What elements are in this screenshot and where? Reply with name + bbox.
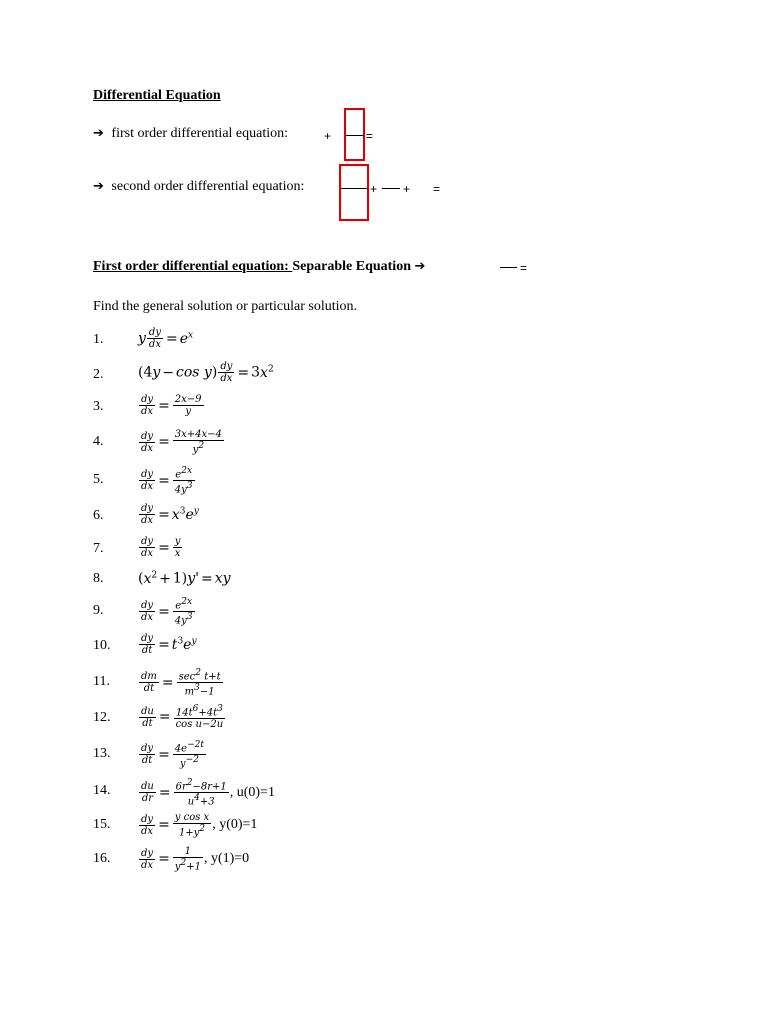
highlight-box bbox=[344, 108, 365, 161]
initial-condition: y(0)=1 bbox=[219, 817, 258, 833]
section-heading bbox=[93, 259, 429, 275]
fraction-bar bbox=[382, 188, 400, 189]
first-order-plus: + bbox=[324, 129, 332, 143]
fraction-bar bbox=[500, 267, 517, 268]
first-order-label: first order differential equation: bbox=[111, 126, 289, 141]
second-order-plus-1: + bbox=[370, 182, 378, 196]
equation: $\frac{du}{dt}$ = $\frac{14t^6+4t^3}{\text{cos u−2u}}$ bbox=[141, 704, 224, 731]
equation: $\frac{dy}{dx}$ = $\frac{\text{y cos x}}{1+y^2}$ , y(0)=1 bbox=[141, 812, 258, 839]
instruction-text: Find the general solution or particular solution. bbox=[93, 299, 358, 314]
problem-number: 9. bbox=[93, 603, 104, 618]
equation: $\frac{dy}{dx}$ = $\frac{e^{2x}}{4y^3}$ bbox=[141, 466, 193, 496]
problem-number: 10. bbox=[93, 638, 111, 653]
arrow-icon: ➔ bbox=[93, 179, 104, 194]
first-order-equals: = bbox=[366, 129, 374, 143]
problem-number: 14. bbox=[93, 783, 111, 798]
equation: y $\frac{dy}{dx}$ = $e^x$ bbox=[138, 327, 194, 350]
arrow-icon: ➔ bbox=[93, 126, 104, 141]
second-order-equals: = bbox=[433, 182, 441, 196]
section-heading-underlined: First order differential equation: bbox=[93, 259, 293, 274]
problem-number: 12. bbox=[93, 710, 111, 725]
equation: $(x^2 + 1)y'$ = xy bbox=[138, 570, 231, 587]
equation: $\frac{dy}{dx}$ = $\frac{2x-9}{y}$ bbox=[141, 394, 202, 417]
page-title: Differential Equation bbox=[93, 88, 221, 103]
problem-number: 11. bbox=[93, 674, 110, 689]
equation: $\frac{dy}{dx}$ = $\frac{1}{y^2+1}$ , y(1)=0 bbox=[141, 846, 250, 873]
problem-number: 13. bbox=[93, 746, 111, 761]
equation: $\frac{dm}{dt}$ = $\frac{\sec^2 t+t}{m^3-1}$ bbox=[141, 668, 221, 698]
problem-number: 2. bbox=[93, 367, 104, 382]
equation: (4y − cos y) $\frac{dy}{dx}$ = $3x^2$ bbox=[138, 361, 274, 384]
highlight-box bbox=[339, 164, 369, 221]
equation: $\frac{dy}{dt}$ = $t^3e^y$ bbox=[141, 633, 197, 656]
section-heading-rest: Separable Equation bbox=[292, 259, 411, 274]
problem-number: 15. bbox=[93, 817, 111, 832]
equation: $\frac{dy}{dx}$ = $\frac{3x+4x-4}{y^2}$ bbox=[141, 429, 222, 456]
equation: $\frac{du}{dr}$ = $\frac{6r^2-8r+1}{u^4+3}$ , u(0)=1 bbox=[141, 778, 275, 808]
problem-number: 4. bbox=[93, 434, 104, 449]
initial-condition: u(0)=1 bbox=[236, 784, 275, 800]
problem-number: 8. bbox=[93, 571, 104, 586]
equation: $\frac{dy}{dt}$ = $\frac{4e^{-2t}}{y^{-2}}$ bbox=[141, 740, 204, 770]
problem-number: 5. bbox=[93, 472, 104, 487]
arrow-icon: ➔ bbox=[414, 259, 426, 274]
first-order-line bbox=[93, 126, 288, 142]
equation: $\frac{dy}{dx}$ = $\frac{e^{2x}}{4y^3}$ bbox=[141, 597, 193, 627]
equation: $\frac{dy}{dx}$ = $x^3e^y$ bbox=[141, 503, 199, 526]
problem-number: 16. bbox=[93, 851, 111, 866]
section-equals: = bbox=[520, 261, 528, 275]
problem-number: 1. bbox=[93, 332, 104, 347]
second-order-line bbox=[93, 179, 304, 195]
initial-condition: y(1)=0 bbox=[210, 851, 250, 867]
problem-number: 3. bbox=[93, 399, 104, 414]
second-order-plus-2: + bbox=[403, 182, 411, 196]
problem-number: 6. bbox=[93, 508, 104, 523]
equation: $\frac{dy}{dx}$ = $\frac{y}{x}$ bbox=[141, 536, 181, 559]
problem-number: 7. bbox=[93, 541, 104, 556]
second-order-label: second order differential equation: bbox=[111, 179, 305, 194]
